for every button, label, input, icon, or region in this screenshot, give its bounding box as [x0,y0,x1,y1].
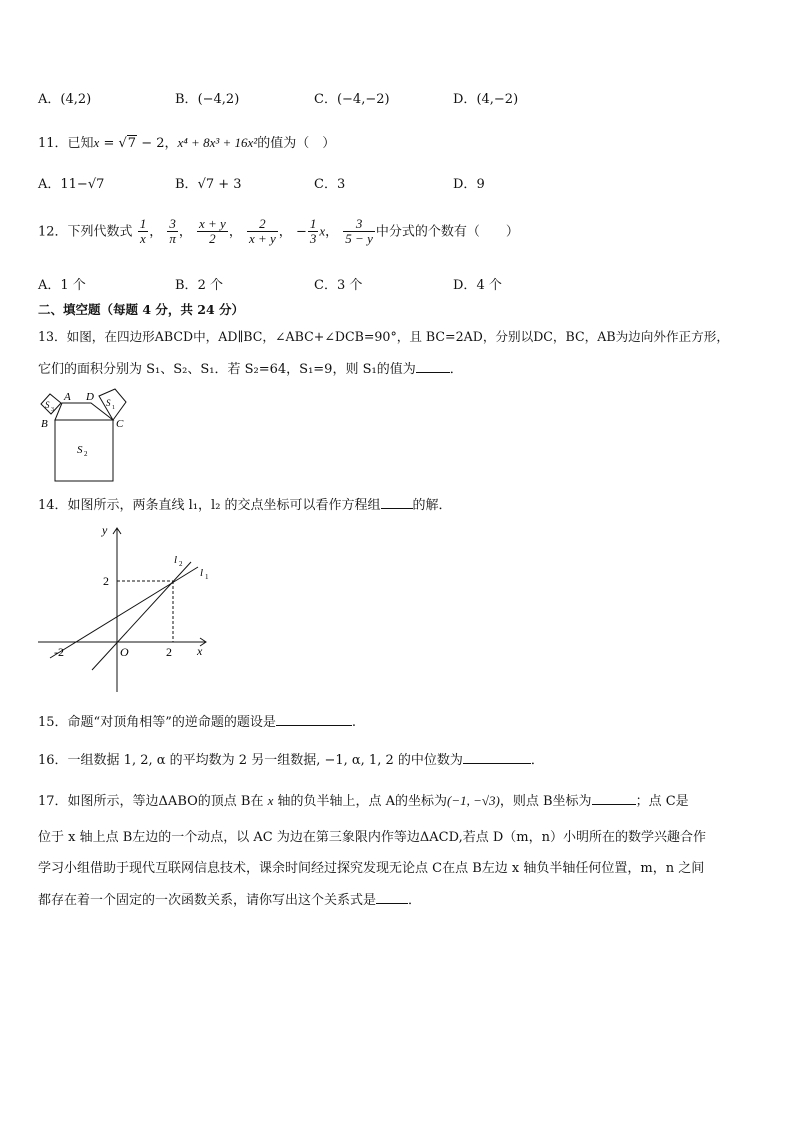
q11-poly: x⁴ + 8x³ + 16x² [177,135,258,150]
q10-option-b [175,88,239,107]
option-value: 4 个 [476,278,502,293]
option-value: (4,2) [60,92,92,107]
tick-y2: 2 [103,574,109,588]
var-x: x [319,223,326,239]
q11-minus: − 2， [137,136,178,151]
option-letter: D． [453,92,477,107]
frac-num: 2 [247,217,278,232]
option-letter: D． [453,177,477,192]
label-l1-sub: 1 [205,573,209,581]
frac-den: 5 − y [345,231,373,247]
option-value: 9 [476,177,485,192]
option-letter: B． [175,92,198,107]
fraction [138,217,149,247]
q15-text: 15．命题“对顶角相等”的逆命题的题设是 [38,715,276,730]
tick-neg2: -2 [54,645,64,659]
origin-label: O [120,645,129,659]
neg-sign: − [295,224,307,240]
q13-text: 它们的面积分别为 S₁、S₂、S₁．若 S₂=64，S₁=9，则 S₁的值为 [38,362,416,377]
q17-line2: 位于 x 轴上点 B左边的一个动点，以 AC 为边在第三象限内作等边ΔACD,若点 D（m，n）小明所在的数学兴趣合作 [38,830,706,845]
frac-num: 1 [139,216,147,231]
option-letter: B． [175,278,198,293]
sep: ， [178,224,192,240]
option-value: 11−√7 [60,177,105,192]
section-heading: 二、填空题（每题 4 分，共 24 分） [38,302,245,317]
option-letter: C． [314,92,337,107]
q15-end: . [351,715,356,730]
option-letter: B． [175,177,198,192]
answer-blank [416,360,450,373]
q11-suffix: 的值为（ ） [257,136,336,151]
option-value: √7 + 3 [197,177,242,192]
frac-num: 3 [167,217,178,232]
label-s3: S [45,400,50,410]
answer-blank [463,751,531,764]
q12-option-a [38,274,86,293]
option-letter: C． [314,278,337,293]
option-value: (4,−2) [476,92,519,107]
q12-prefix: 12．下列代数式 [38,224,133,240]
fraction [308,217,319,247]
q17-text-c: ，则点 B坐标为 [499,794,592,809]
sep: ， [325,224,339,240]
q10-option-d [453,88,518,107]
q17-line4 [38,889,421,908]
option-letter: A． [38,278,61,293]
q16-stem [38,749,544,768]
option-value: 1 个 [60,278,86,293]
q12-option-b [175,274,223,293]
fraction [167,217,178,247]
q12-stem [38,217,519,247]
label-a: A [64,391,71,403]
fraction [197,217,228,247]
q16-text: 16．一组数据 1, 2, α 的平均数为 2 另一组数据, −1, α, 1, 2 的中位数为 [38,753,463,768]
frac-den: 3 [309,231,317,247]
q11-option-c [314,173,345,192]
q17-text-d: ；点 C是 [635,794,689,809]
option-value: (−4,−2) [336,92,390,107]
option-value: 3 个 [336,278,363,293]
sep: ， [149,224,163,240]
label-d: D [86,391,94,403]
label-l2-sub: 2 [179,560,183,568]
q16-end: ． [530,753,544,768]
label-s1: S [106,398,111,408]
option-value: (−4,2) [197,92,240,107]
frac-den: 2 [209,231,216,247]
answer-blank [381,496,413,509]
q11-option-d [453,173,485,192]
label-l2: l [174,554,178,566]
frac-num: x + y [199,216,226,231]
q14-stem [38,494,452,513]
label-s3-sub: 3 [51,407,54,413]
q17-var-x: x [267,793,274,808]
label-l1: l [200,567,204,579]
answer-blank [276,713,352,726]
q10-option-a [38,88,91,107]
q11-stem: 11．已知x = √7 − 2，x⁴ + 8x³ + 16x²的值为（ ） [38,135,336,151]
answer-blank [592,792,636,805]
fraction [343,217,375,247]
sep: ， [228,224,242,240]
answer-blank [376,891,408,904]
q13-line2 [38,358,463,377]
axis-label-x: x [197,644,203,658]
q17-text: 都存在着一个固定的一次函数关系，请你写出这个关系式是 [38,893,377,908]
q13-line1: 13．如图，在四边形ABCD中，AD∥BC，∠ABC+∠DCB=90°，且 BC=2AD，分别以DC，BC，AB为边向外作正方形， [38,329,729,344]
axis-label-y: y [102,523,108,537]
frac-den: x + y [248,231,276,247]
q14-figure [36,520,216,695]
frac-num: 3 [343,217,375,232]
q15-stem [38,711,356,730]
q11-option-b [175,173,242,192]
frac-den: π [169,231,176,247]
q12-suffix: 中分式的个数有（ ） [375,224,519,240]
q11-var: x [93,135,100,150]
label-s1-sub: 1 [112,405,115,411]
option-letter: C． [314,177,337,192]
q10-option-c [314,88,390,107]
label-s2: S [77,444,83,456]
q12-option-d [453,274,502,293]
q11-prefix: 11．已知 [38,136,94,151]
q17-text-a: 17．如图所示，等边ΔABO的顶点 B在 [38,794,268,809]
tick-x2: 2 [166,645,172,659]
option-value: 2 个 [197,278,223,293]
sep: ， [278,224,292,240]
fraction [247,217,278,247]
label-s2-sub: 2 [84,450,88,458]
q17-text-b: 轴的负半轴上，点 A的坐标为 [273,794,448,809]
frac-num: 1 [309,216,317,231]
option-letter: D． [453,278,477,293]
q14-end: 的解． [412,498,452,513]
q11-eq: = [99,136,119,151]
q11-option-a [38,173,104,192]
q13-figure [36,385,136,485]
label-c: C [116,418,124,430]
q13-end: ． [449,362,463,377]
q14-text: 14．如图所示，两条直线 l₁，l₂ 的交点坐标可以看作方程组 [38,498,381,513]
q17-end: ． [408,893,422,908]
q17-line1 [38,790,689,809]
option-letter: A． [38,177,61,192]
q17-coord: (−1, −√3) [447,793,500,808]
option-value: 3 [336,177,346,192]
q12-option-c [314,274,362,293]
label-b: B [41,418,48,430]
q17-line3: 学习小组借助于现代互联网信息技术，课余时间经过探究发现无论点 C在点 B左边 x 轴负半轴任何位置，m，n 之间 [38,861,705,876]
q11-sqrt: 7 [127,136,137,151]
frac-den: x [140,231,146,247]
option-letter: A． [38,92,61,107]
